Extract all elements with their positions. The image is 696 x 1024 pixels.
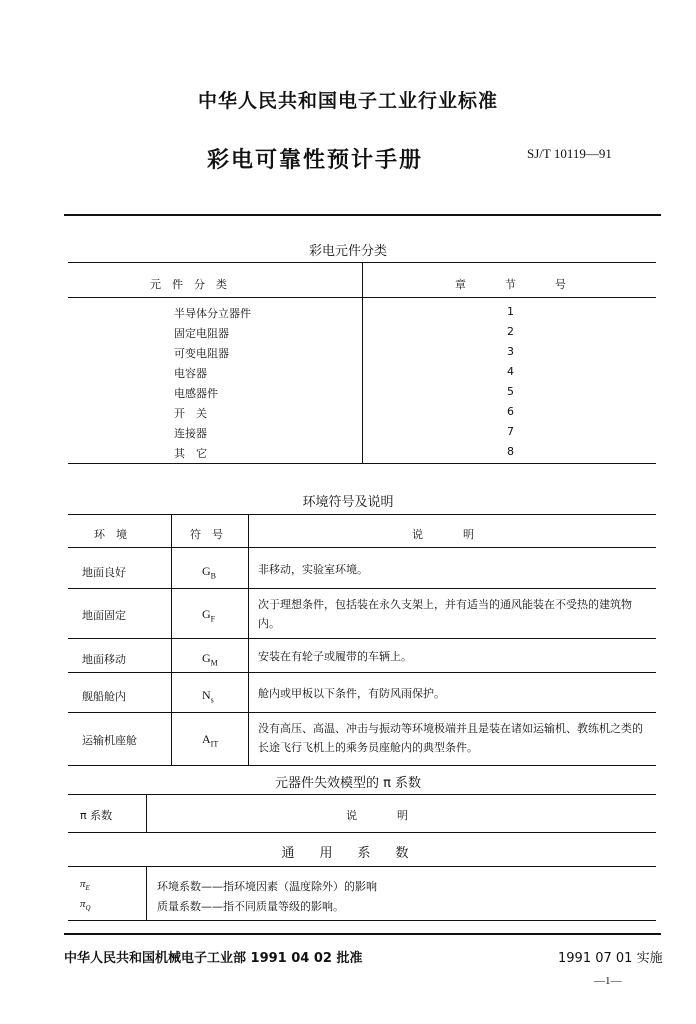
- general-factors-subcaption: 通 用 系 数: [281, 846, 415, 861]
- column-header-pi-factor: π 系数: [80, 809, 113, 822]
- component-name: 半导体分立器件: [174, 307, 251, 320]
- table-rule: [68, 514, 656, 515]
- issuing-organization: 中华人民共和国电子工业行业标准: [197, 90, 498, 112]
- column-header-environment: 环 境: [94, 528, 127, 541]
- environment-symbol: $G_M$: [202, 651, 218, 668]
- chapter-number: 2: [507, 325, 514, 338]
- effective-date: 1991 07 01 实施: [558, 951, 663, 966]
- table-divider: [146, 794, 147, 832]
- table-divider: [146, 866, 147, 920]
- table-rule: [68, 672, 656, 673]
- table-divider: [362, 262, 363, 463]
- environment-name: 地面移动: [82, 653, 126, 666]
- table-rule: [68, 297, 656, 298]
- environment-description: 安装在有轮子或履带的车辆上。: [258, 650, 412, 663]
- column-header-symbol: 符 号: [190, 528, 223, 541]
- table-divider: [248, 514, 249, 765]
- table-rule: [68, 794, 656, 795]
- approval-line: 中华人民共和国机械电子工业部 1991 04 02 批准: [64, 951, 363, 966]
- component-name: 连接器: [174, 427, 207, 440]
- column-header-chapter: 章 节 号: [455, 278, 580, 291]
- environment-name: 地面良好: [82, 566, 126, 579]
- table-rule: [68, 712, 656, 713]
- chapter-number: 8: [507, 445, 514, 458]
- table-rule: [68, 638, 656, 639]
- pi-description: 环境系数——指环境因素（温度除外）的影响: [157, 880, 377, 893]
- component-name: 固定电阻器: [174, 327, 229, 340]
- environment-symbol: $G_F$: [202, 607, 216, 624]
- chapter-number: 7: [507, 425, 514, 438]
- component-name: 电容器: [174, 367, 207, 380]
- environment-description: 次于理想条件，包括装在永久支架上，并有适当的通风能装在不受热的建筑物内。: [258, 598, 632, 630]
- table-rule: [68, 866, 656, 867]
- environment-name: 运输机座舱: [82, 734, 137, 747]
- environment-symbol: $G_B$: [202, 564, 217, 581]
- column-header-pi-description: 说 明: [346, 809, 414, 822]
- header-rule: [64, 214, 661, 216]
- component-name: 电感器件: [174, 387, 218, 400]
- environment-description: 没有高压、高温、冲击与振动等环境极端并且是装在诸如运输机、教练机之类的长途飞行飞机上的乘务员座舱内的典型条件。: [258, 722, 643, 754]
- table-rule: [68, 588, 656, 589]
- standard-number: SJ/T 10119—91: [527, 146, 612, 161]
- component-name: 其 它: [174, 447, 207, 460]
- environment-symbol: $A_{IT}$: [202, 732, 219, 749]
- pi-symbol: $\pi_E$: [80, 878, 90, 893]
- table-rule: [68, 920, 656, 921]
- environment-table-caption: 环境符号及说明: [302, 495, 394, 510]
- document-title: 彩电可靠性预计手册: [206, 148, 423, 173]
- chapter-number: 1: [507, 305, 514, 318]
- table-rule: [68, 765, 656, 766]
- environment-symbol: $N_s$: [202, 688, 214, 705]
- page-number: —1—: [594, 975, 622, 987]
- pi-description: 质量系数——指不同质量等级的影响。: [157, 900, 344, 913]
- environment-name: 舰船舱内: [82, 690, 126, 703]
- chapter-number: 5: [507, 385, 514, 398]
- component-name: 开 关: [174, 407, 207, 420]
- table-rule: [68, 463, 656, 464]
- chapter-number: 4: [507, 365, 514, 378]
- column-header-description: 说 明: [412, 528, 480, 541]
- pi-symbol: $\pi_Q$: [80, 898, 91, 913]
- table-divider: [171, 514, 172, 765]
- pi-factors-caption: 元器件失效模型的 π 系数: [274, 776, 422, 791]
- table-rule: [68, 547, 656, 548]
- chapter-number: 3: [507, 345, 514, 358]
- environment-description: 舱内或甲板以下条件，有防风雨保护。: [258, 687, 445, 700]
- environment-name: 地面固定: [82, 609, 126, 622]
- chapter-number: 6: [507, 405, 514, 418]
- component-name: 可变电阻器: [174, 347, 229, 360]
- environment-description: 非移动，实验室环境。: [258, 563, 368, 576]
- footer-rule: [64, 933, 661, 935]
- table-rule: [68, 832, 656, 833]
- component-table-caption: 彩电元件分类: [308, 244, 387, 259]
- column-header-component: 元 件 分 类: [150, 278, 227, 291]
